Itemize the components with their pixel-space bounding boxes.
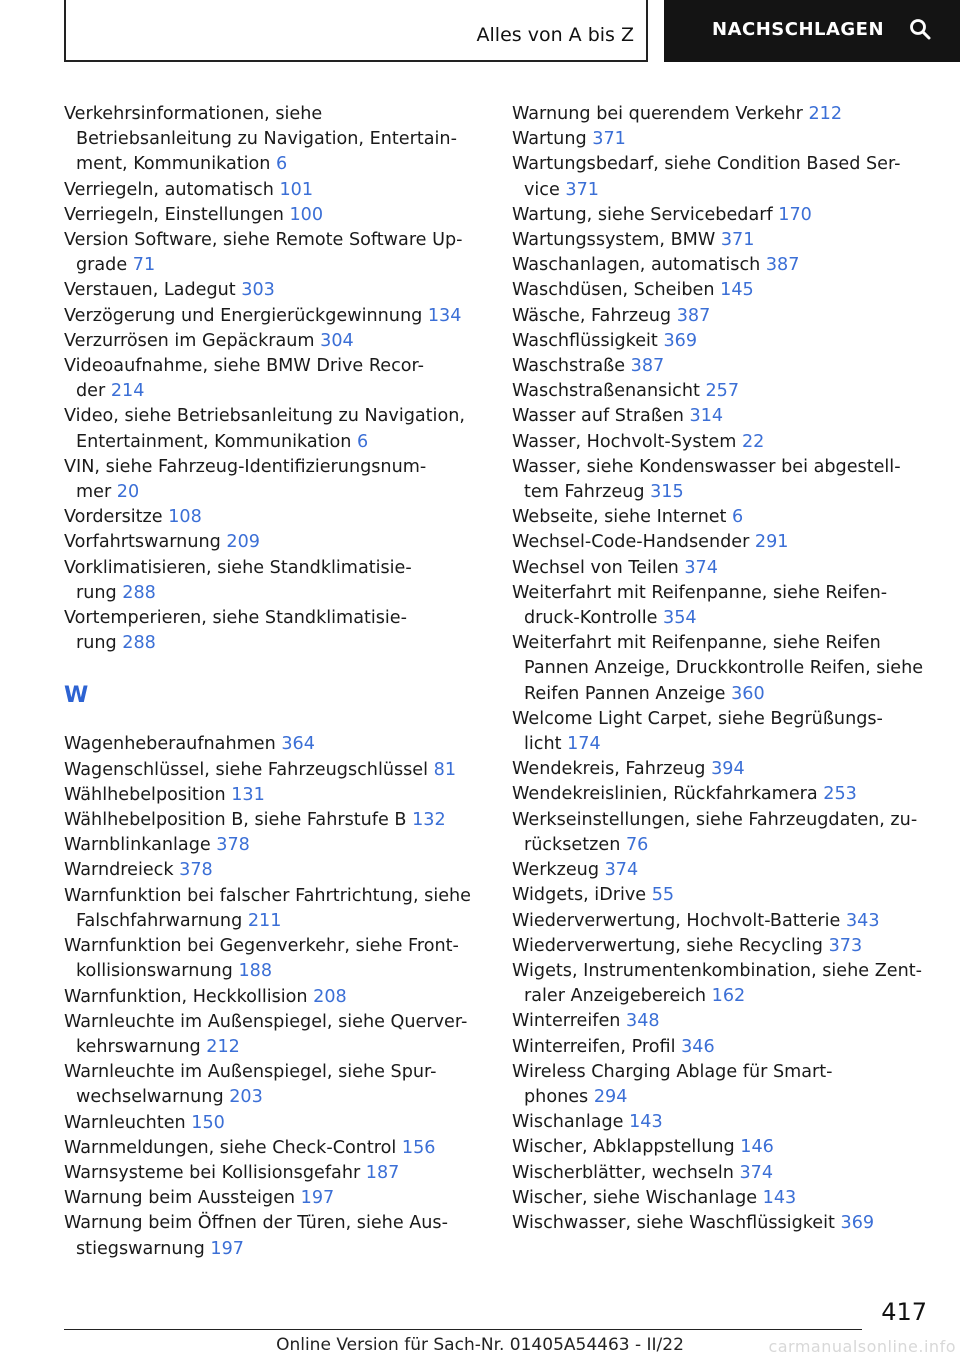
index-entry bbox=[512, 127, 932, 152]
page-link[interactable]: 378 bbox=[179, 860, 213, 881]
index-entry bbox=[512, 404, 932, 429]
index-entry bbox=[512, 354, 932, 379]
index-entry bbox=[512, 1035, 932, 1060]
index-entry bbox=[64, 1161, 484, 1186]
page-link[interactable]: 208 bbox=[313, 986, 347, 1007]
page-link[interactable]: 209 bbox=[226, 532, 260, 553]
page-link[interactable]: 348 bbox=[626, 1011, 660, 1032]
index-entry bbox=[64, 304, 484, 329]
index-entry bbox=[512, 556, 932, 581]
page-link[interactable]: 212 bbox=[206, 1036, 240, 1057]
page-link[interactable]: 81 bbox=[433, 759, 457, 780]
entry-text: Vorklimatisieren, siehe Standklimatisie- rung bbox=[64, 557, 412, 603]
index-entry bbox=[64, 203, 484, 228]
page-link[interactable]: 214 bbox=[110, 381, 145, 402]
index-group-v bbox=[64, 102, 484, 656]
index-entry bbox=[512, 934, 932, 959]
index-entry bbox=[512, 883, 932, 908]
index-entry bbox=[512, 1009, 932, 1034]
entry-text: VIN, siehe Fahrzeug-Identifizierungsnum- mer bbox=[64, 456, 427, 503]
entry-text: Wählhebelposition bbox=[64, 784, 226, 805]
entry-text: Wartung, siehe Servicebedarf bbox=[512, 204, 773, 225]
index-entry bbox=[512, 203, 932, 228]
page-link[interactable]: 257 bbox=[705, 381, 740, 402]
entry-text: Wählhebelposition B, siehe Fahrstufe B bbox=[64, 810, 407, 831]
index-entry bbox=[64, 1136, 484, 1161]
entry-text: Wigets, Instrumentenkombination, siehe Zent- raler Anzeigebereich bbox=[512, 960, 922, 1007]
entry-text: Welcome Light Carpet, siehe Begrüßungs- licht bbox=[512, 708, 883, 755]
entry-text: Waschstraße bbox=[512, 356, 626, 377]
page-link[interactable]: 371 bbox=[565, 179, 599, 200]
index-entry bbox=[512, 782, 932, 807]
entry-text: Webseite, siehe Internet bbox=[512, 507, 727, 528]
index-entry bbox=[512, 102, 932, 127]
index-entry bbox=[64, 455, 484, 505]
index-entry bbox=[64, 732, 484, 757]
page-link[interactable]: 6 bbox=[276, 154, 288, 175]
page-link[interactable]: 6 bbox=[732, 507, 744, 528]
index-entry bbox=[64, 808, 484, 833]
index-entry bbox=[512, 379, 932, 404]
index-entry bbox=[512, 1211, 932, 1236]
page-link[interactable]: 394 bbox=[711, 759, 745, 780]
page-link[interactable]: 373 bbox=[828, 935, 863, 956]
page-link[interactable]: 100 bbox=[289, 204, 324, 225]
index-entry bbox=[512, 430, 932, 455]
entry-text: Warnung bei querendem Verkehr bbox=[512, 104, 803, 124]
index-entry bbox=[512, 707, 932, 757]
entry-text: Vortemperieren, siehe Standklimatisie- rung bbox=[64, 608, 407, 654]
page-link[interactable]: 197 bbox=[300, 1188, 335, 1209]
page-link[interactable]: 145 bbox=[720, 280, 754, 301]
entry-text: Wartungsbedarf, siehe Condition Based Ser- vice bbox=[512, 154, 901, 200]
page-link[interactable]: 187 bbox=[365, 1162, 400, 1183]
page-link[interactable]: 369 bbox=[663, 330, 698, 351]
index-entry bbox=[512, 631, 932, 707]
entry-text: Wäsche, Fahrzeug bbox=[512, 305, 672, 326]
page-link[interactable]: 374 bbox=[684, 557, 718, 578]
page-link[interactable]: 132 bbox=[412, 810, 446, 831]
entry-text: Verkehrsinformationen, siehe Betriebsanleitung zu Navigation, Entertain- ment, Kommunikation bbox=[64, 104, 457, 175]
page-link[interactable]: 371 bbox=[592, 129, 626, 150]
index-entry bbox=[64, 884, 484, 934]
index-entry bbox=[512, 1060, 932, 1110]
page-link[interactable]: 20 bbox=[116, 482, 140, 503]
search-icon[interactable] bbox=[908, 17, 932, 41]
page-link[interactable]: 369 bbox=[840, 1212, 875, 1233]
page-link[interactable]: 101 bbox=[279, 179, 314, 200]
index-entry bbox=[512, 278, 932, 303]
entry-text: Weiterfahrt mit Reifenpanne, siehe Reifen- druck-Kontrolle bbox=[512, 582, 888, 629]
index-entry bbox=[512, 1186, 932, 1211]
entry-text: Warndreieck bbox=[64, 860, 174, 881]
index-entry bbox=[64, 556, 484, 606]
entry-text: Wartungssystem, BMW bbox=[512, 230, 716, 251]
page-link[interactable]: 343 bbox=[845, 910, 880, 931]
page-link[interactable]: 188 bbox=[238, 961, 273, 982]
index-entry bbox=[64, 505, 484, 530]
entry-text: Waschanlagen, automatisch bbox=[512, 255, 761, 276]
index-entry bbox=[64, 1186, 484, 1211]
index-entry bbox=[64, 1010, 484, 1060]
entry-text: Wartung bbox=[512, 129, 587, 150]
entry-text: Wendekreis, Fahrzeug bbox=[512, 759, 706, 780]
page-link[interactable]: 360 bbox=[731, 683, 765, 704]
page-link[interactable]: 387 bbox=[630, 356, 665, 377]
entry-text: Wechsel-Code-Handsender bbox=[512, 532, 750, 553]
entry-text: Warnleuchten bbox=[64, 1112, 186, 1133]
index-group-w-continued bbox=[512, 102, 932, 1236]
index-letter-heading: W bbox=[64, 683, 89, 709]
page-link[interactable]: 212 bbox=[808, 104, 843, 124]
entry-text: Werkseinstellungen, siehe Fahrzeugdaten, zu- rücksetzen bbox=[512, 809, 918, 855]
entry-text: Widgets, iDrive bbox=[512, 885, 647, 906]
index-entry bbox=[64, 1111, 484, 1136]
watermark: carmanualsonline.info bbox=[768, 1337, 956, 1356]
page-link[interactable]: 203 bbox=[229, 1087, 263, 1108]
index-entry bbox=[64, 329, 484, 354]
index-entry bbox=[512, 757, 932, 782]
page-link[interactable]: 387 bbox=[676, 305, 711, 326]
entry-text: Warnfunktion bei falscher Fahrtrichtung, siehe Falschfahrwarnung bbox=[64, 885, 472, 931]
index-column-right bbox=[512, 102, 932, 1236]
index-entry bbox=[64, 228, 484, 278]
entry-text: Wischer, siehe Wischanlage bbox=[512, 1187, 758, 1208]
page-link[interactable]: 315 bbox=[650, 482, 684, 503]
index-entry bbox=[64, 354, 484, 404]
page-link[interactable]: 108 bbox=[168, 507, 202, 528]
entry-text: Wischanlage bbox=[512, 1112, 624, 1133]
page-link[interactable]: 143 bbox=[762, 1187, 797, 1208]
entry-text: Waschdüsen, Scheiben bbox=[512, 280, 715, 301]
page-link[interactable]: 146 bbox=[740, 1137, 774, 1158]
index-entry bbox=[64, 783, 484, 808]
page-number: 417 bbox=[881, 1298, 927, 1326]
entry-text: Warnleuchte im Außenspiegel, siehe Querver- kehrswarnung bbox=[64, 1011, 468, 1057]
footer-divider bbox=[64, 1329, 862, 1330]
header-section-box bbox=[64, 0, 648, 62]
entry-text: Waschflüssigkeit bbox=[512, 330, 658, 351]
page-link[interactable]: 374 bbox=[739, 1162, 774, 1183]
entry-text: Warnsysteme bei Kollisionsgefahr bbox=[64, 1162, 361, 1183]
index-entry bbox=[64, 404, 484, 454]
index-entry bbox=[512, 808, 932, 858]
index-entry bbox=[512, 152, 932, 202]
index-entry bbox=[64, 934, 484, 984]
entry-text: Warnfunktion, Heckkollision bbox=[64, 986, 308, 1007]
index-entry bbox=[512, 581, 932, 631]
index-entry bbox=[512, 1135, 932, 1160]
page-link[interactable]: 211 bbox=[247, 910, 282, 931]
page-link[interactable]: 55 bbox=[651, 885, 675, 906]
entry-text: Wiederverwertung, Hochvolt-Batterie bbox=[512, 910, 841, 931]
entry-text: Version Software, siehe Remote Software Up- grade bbox=[64, 230, 463, 276]
nachschlagen-tab[interactable] bbox=[664, 0, 960, 62]
entry-text: Warnblinkanlage bbox=[64, 835, 211, 856]
page-link[interactable]: 354 bbox=[663, 608, 697, 629]
index-entry bbox=[512, 505, 932, 530]
page-link[interactable]: 6 bbox=[357, 431, 369, 452]
index-entry bbox=[64, 102, 484, 178]
page-link[interactable]: 291 bbox=[754, 532, 789, 553]
page-link[interactable]: 71 bbox=[132, 255, 156, 276]
entry-text: Warnfunktion bei Gegenverkehr, siehe Front- kollisionswarnung bbox=[64, 936, 459, 982]
entry-text: Video, siehe Betriebsanleitung zu Navigation, Entertainment, Kommunikation bbox=[64, 406, 465, 452]
page-link[interactable]: 131 bbox=[231, 784, 265, 805]
index-entry bbox=[512, 253, 932, 278]
page-link[interactable]: 197 bbox=[210, 1238, 245, 1259]
entry-text: Videoaufnahme, siehe BMW Drive Recor- der bbox=[64, 356, 424, 402]
page-link[interactable]: 304 bbox=[320, 330, 354, 351]
index-entry bbox=[512, 530, 932, 555]
entry-text: Verriegeln, automatisch bbox=[64, 179, 274, 200]
index-entry bbox=[512, 858, 932, 883]
page-link[interactable]: 378 bbox=[216, 835, 250, 856]
entry-text: Wischwasser, siehe Waschflüssigkeit bbox=[512, 1212, 835, 1233]
index-entry bbox=[64, 1060, 484, 1110]
index-entry bbox=[64, 758, 484, 783]
index-entry bbox=[512, 228, 932, 253]
index-entry bbox=[64, 606, 484, 656]
page-link[interactable]: 134 bbox=[427, 305, 462, 326]
entry-text: Verriegeln, Einstellungen bbox=[64, 204, 284, 225]
index-entry bbox=[64, 1211, 484, 1261]
index-entry bbox=[512, 959, 932, 1009]
index-entry bbox=[64, 833, 484, 858]
entry-text: Verzögerung und Energierückgewinnung bbox=[64, 305, 423, 326]
page-link[interactable]: 346 bbox=[681, 1036, 715, 1057]
index-entry bbox=[512, 1161, 932, 1186]
index-entry bbox=[512, 304, 932, 329]
index-entry bbox=[512, 455, 932, 505]
page-link[interactable]: 150 bbox=[191, 1112, 225, 1133]
index-entry bbox=[64, 530, 484, 555]
entry-text: Winterreifen bbox=[512, 1011, 621, 1032]
entry-text: Warnleuchte im Außenspiegel, siehe Spur- wechselwarnung bbox=[64, 1062, 437, 1108]
page-link[interactable]: 294 bbox=[593, 1086, 628, 1107]
page-link[interactable]: 364 bbox=[281, 734, 315, 755]
page-link[interactable]: 314 bbox=[689, 406, 724, 427]
page-link[interactable]: 303 bbox=[241, 280, 275, 301]
entry-text: Warnung beim Aussteigen bbox=[64, 1188, 296, 1209]
index-entry bbox=[64, 278, 484, 303]
section-title: Alles von A bis Z bbox=[476, 24, 634, 46]
entry-text: Wendekreislinien, Rückfahrkamera bbox=[512, 784, 818, 805]
entry-text: Verzurrösen im Gepäckraum bbox=[64, 330, 315, 351]
page-link[interactable]: 288 bbox=[122, 582, 156, 603]
page-link[interactable]: 156 bbox=[401, 1137, 436, 1158]
page-link[interactable]: 371 bbox=[720, 230, 755, 251]
tab-label: NACHSCHLAGEN bbox=[712, 18, 885, 40]
page-link[interactable]: 387 bbox=[765, 255, 800, 276]
entry-text: Weiterfahrt mit Reifenpanne, siehe Reifen Pannen Anzeige, Druckkontrolle Reifen, siehe Reifen Pannen Anzeige bbox=[512, 633, 924, 704]
page-link[interactable]: 174 bbox=[567, 734, 601, 755]
entry-text: Wischerblätter, wechseln bbox=[512, 1162, 734, 1183]
page-link[interactable]: 374 bbox=[604, 860, 639, 881]
index-entry bbox=[64, 985, 484, 1010]
entry-text: Warnung beim Öffnen der Türen, siehe Aus- stiegswarnung bbox=[64, 1213, 448, 1259]
index-entry bbox=[64, 178, 484, 203]
entry-text: Wischer, Abklappstellung bbox=[512, 1137, 735, 1158]
entry-text: Werkzeug bbox=[512, 860, 599, 881]
page-link[interactable]: 76 bbox=[625, 834, 649, 855]
index-entry bbox=[512, 329, 932, 354]
entry-text: Waschstraßenansicht bbox=[512, 381, 700, 402]
entry-text: Wasser, siehe Kondenswasser bei abgestell- tem Fahrzeug bbox=[512, 456, 901, 503]
page-link[interactable]: 143 bbox=[629, 1112, 663, 1133]
entry-text: Winterreifen, Profil bbox=[512, 1036, 676, 1057]
entry-text: Wasser auf Straßen bbox=[512, 406, 684, 427]
entry-text: Wechsel von Teilen bbox=[512, 557, 679, 578]
entry-text: Vordersitze bbox=[64, 507, 163, 528]
entry-text: Wiederverwertung, siehe Recycling bbox=[512, 935, 823, 956]
index-entry bbox=[512, 909, 932, 934]
page-link[interactable]: 288 bbox=[122, 633, 156, 654]
entry-text: Warnmeldungen, siehe Check-Control bbox=[64, 1137, 397, 1158]
page-link[interactable]: 162 bbox=[711, 986, 746, 1007]
index-column-left bbox=[64, 102, 484, 1262]
entry-text: Wagenheberaufnahmen bbox=[64, 734, 276, 755]
page-link[interactable]: 253 bbox=[823, 784, 857, 805]
page-link[interactable]: 170 bbox=[778, 204, 812, 225]
entry-text: Wireless Charging Ablage für Smart- phones bbox=[512, 1061, 833, 1107]
page-link[interactable]: 22 bbox=[741, 431, 765, 452]
entry-text: Wagenschlüssel, siehe Fahrzeugschlüssel bbox=[64, 759, 429, 780]
index-entry bbox=[512, 1110, 932, 1135]
entry-text: Wasser, Hochvolt-System bbox=[512, 431, 737, 452]
index-entry bbox=[64, 858, 484, 883]
online-version-note: Online Version für Sach-Nr. 01405A54463 - II/22 bbox=[276, 1335, 684, 1355]
index-group-w bbox=[64, 732, 484, 1261]
entry-text: Vorfahrtswarnung bbox=[64, 532, 221, 553]
entry-text: Verstauen, Ladegut bbox=[64, 280, 236, 301]
